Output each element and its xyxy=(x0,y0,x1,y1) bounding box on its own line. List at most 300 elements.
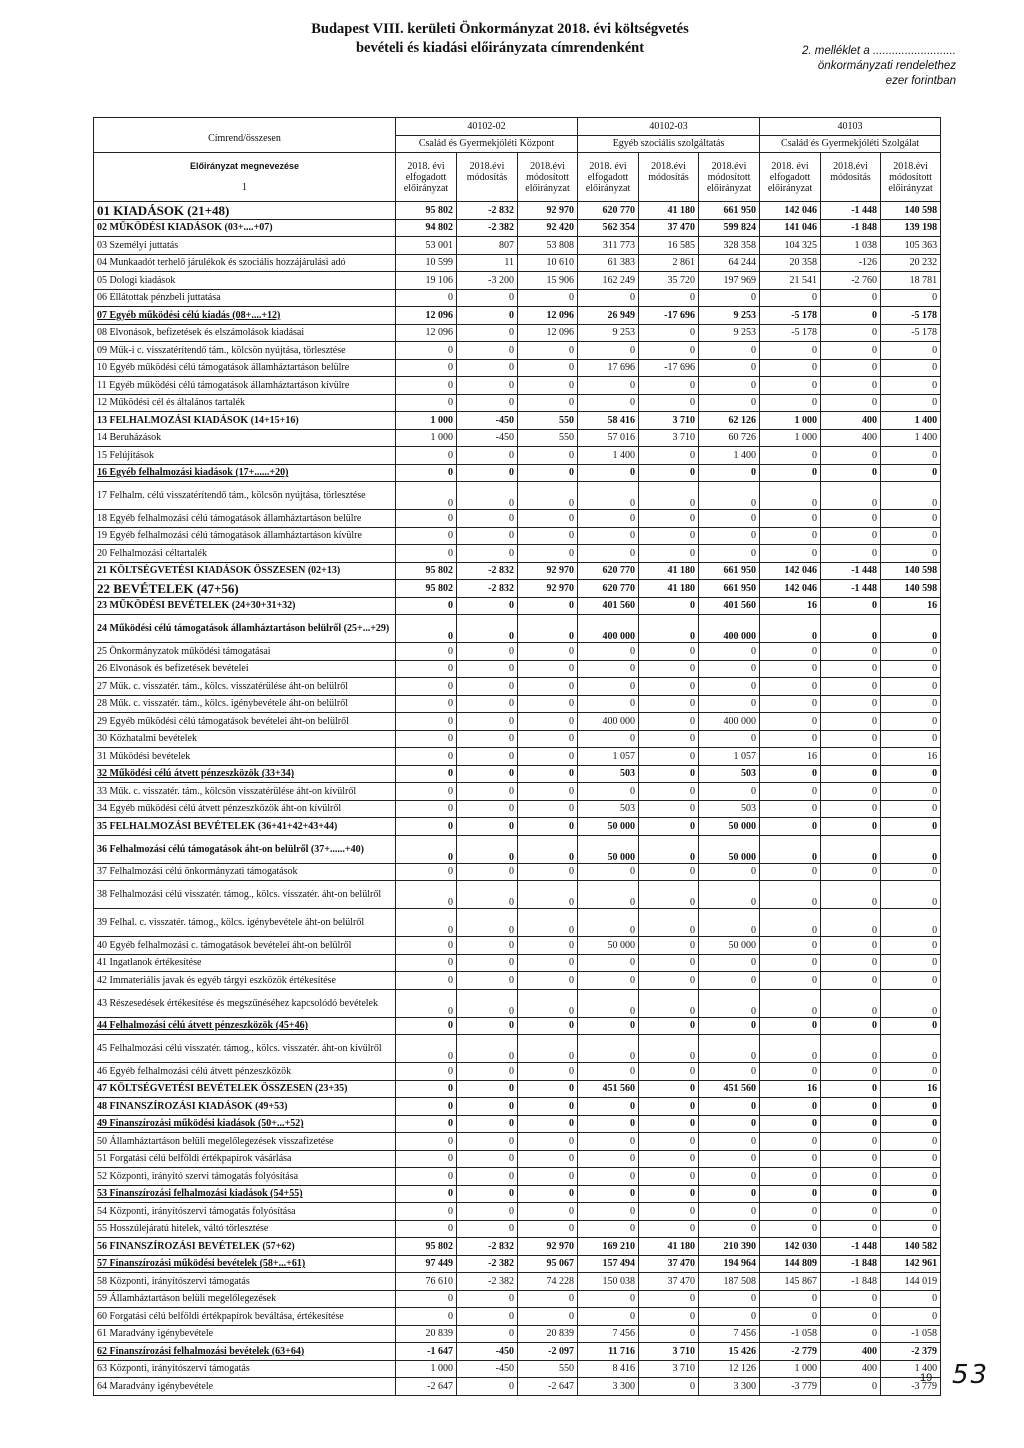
row-value: 142 030 xyxy=(760,1238,821,1256)
row-value: 0 xyxy=(396,863,457,881)
row-value: 0 xyxy=(639,1203,699,1221)
row-value: 0 xyxy=(639,1115,699,1133)
row-value: 0 xyxy=(396,482,457,510)
row-value: 105 363 xyxy=(881,237,941,255)
table-row xyxy=(94,1273,941,1291)
row-value: 0 xyxy=(457,713,518,731)
column-header-mid-text: módosított xyxy=(889,171,932,183)
row-value: 150 038 xyxy=(578,1273,639,1291)
row-value: 0 xyxy=(821,730,881,748)
row-label: 24 Működési célú támogatások államháztartáson belülről (25+...+29) xyxy=(94,615,396,643)
row-value: 0 xyxy=(760,1185,821,1203)
row-value: 0 xyxy=(578,660,639,678)
row-value: 0 xyxy=(821,954,881,972)
column-header-mid-text: elfogadott xyxy=(769,171,811,183)
row-value: 0 xyxy=(821,818,881,836)
row-value: 1 000 xyxy=(760,429,821,447)
row-label: 54 Központi, irányítószervi támogatás folyósítása xyxy=(94,1203,396,1221)
row-value: 0 xyxy=(881,289,941,307)
table-row xyxy=(94,695,941,713)
row-value: 26 949 xyxy=(578,307,639,325)
row-value: 0 xyxy=(760,1133,821,1151)
table-row xyxy=(94,835,941,863)
row-value: 0 xyxy=(396,954,457,972)
row-value: 0 xyxy=(396,1035,457,1063)
row-value: 0 xyxy=(639,800,699,818)
row-value: 1 038 xyxy=(821,237,881,255)
row-value: 0 xyxy=(821,342,881,360)
row-value: 0 xyxy=(578,1220,639,1238)
row-value: -1 848 xyxy=(821,1273,881,1291)
row-value: 0 xyxy=(457,377,518,395)
row-value: 0 xyxy=(639,1325,699,1343)
row-value: 0 xyxy=(457,989,518,1017)
row-value: 0 xyxy=(639,678,699,696)
row-value: 95 802 xyxy=(396,202,457,220)
row-label: 50 Államháztartáson belüli megelőlegezések visszafizetése xyxy=(94,1133,396,1151)
row-value: 0 xyxy=(821,989,881,1017)
row-value: 53 808 xyxy=(518,237,578,255)
row-value: 0 xyxy=(699,972,760,990)
row-value: 0 xyxy=(518,1308,578,1326)
row-value: 0 xyxy=(821,482,881,510)
row-value: 0 xyxy=(699,1098,760,1116)
column-header-mid-text: módosítás xyxy=(830,171,871,183)
row-label: 26 Elvonások és befizetések bevételei xyxy=(94,660,396,678)
row-value: -5 178 xyxy=(881,324,941,342)
column-header-top-text: 2018.évi xyxy=(833,160,868,172)
row-value: 41 180 xyxy=(639,580,699,598)
row-value: 0 xyxy=(881,1220,941,1238)
column-header-top-text: 2018.évi xyxy=(711,160,747,172)
row-value: 20 839 xyxy=(396,1325,457,1343)
row-value: 0 xyxy=(457,881,518,909)
row-value: 10 599 xyxy=(396,254,457,272)
row-value: 142 046 xyxy=(760,562,821,580)
row-value: 0 xyxy=(578,289,639,307)
row-value: 0 xyxy=(639,1035,699,1063)
row-value: 0 xyxy=(578,783,639,801)
row-value: 0 xyxy=(821,881,881,909)
column-header-bot-text: előirányzat xyxy=(403,182,449,194)
row-value: 144 809 xyxy=(760,1255,821,1273)
row-value: 0 xyxy=(881,937,941,955)
row-value: 503 xyxy=(699,765,760,783)
row-value: 0 xyxy=(881,881,941,909)
row-value: 0 xyxy=(457,1063,518,1081)
row-value: 0 xyxy=(396,818,457,836)
row-value: 0 xyxy=(821,909,881,937)
row-label: 01 KIADÁSOK (21+48) xyxy=(94,202,396,220)
row-label: 58 Központi, irányítószervi támogatás xyxy=(94,1273,396,1291)
row-value: 76 610 xyxy=(396,1273,457,1291)
row-value: 18 781 xyxy=(881,272,941,290)
row-value: 16 xyxy=(760,1080,821,1098)
row-value: 0 xyxy=(821,678,881,696)
row-value: 400 xyxy=(821,429,881,447)
row-value: 95 802 xyxy=(396,580,457,598)
row-value: 0 xyxy=(881,464,941,482)
row-value: 0 xyxy=(518,510,578,528)
row-value: 0 xyxy=(518,1185,578,1203)
row-label: 35 FELHALMOZÁSI BEVÉTELEK (36+41+42+43+44) xyxy=(94,818,396,836)
row-value: 0 xyxy=(518,482,578,510)
row-value: 0 xyxy=(457,1035,518,1063)
row-value: 0 xyxy=(578,510,639,528)
row-value: 0 xyxy=(881,1035,941,1063)
row-value: 15 906 xyxy=(518,272,578,290)
table-row xyxy=(94,580,941,598)
row-value: 0 xyxy=(639,1150,699,1168)
row-value: 0 xyxy=(578,1290,639,1308)
row-value: 0 xyxy=(396,1017,457,1035)
header-row-columns xyxy=(94,153,941,202)
row-value: 20 358 xyxy=(760,254,821,272)
table-row xyxy=(94,643,941,661)
row-value: 400 000 xyxy=(578,615,639,643)
row-value: 0 xyxy=(639,1063,699,1081)
row-value: 8 416 xyxy=(578,1360,639,1378)
table-row xyxy=(94,545,941,563)
row-value: 58 416 xyxy=(578,412,639,430)
row-label: 05 Dologi kiadások xyxy=(94,272,396,290)
row-value: 0 xyxy=(518,1290,578,1308)
column-header-3 xyxy=(518,153,578,202)
row-value: 0 xyxy=(578,730,639,748)
row-value: 50 000 xyxy=(699,937,760,955)
row-value: 0 xyxy=(639,989,699,1017)
row-value: 0 xyxy=(578,881,639,909)
table-row xyxy=(94,412,941,430)
row-value: 0 xyxy=(639,954,699,972)
budget-table xyxy=(93,117,941,1396)
header-name-3: Család és Gyermekjóléti Szolgálat xyxy=(760,135,941,153)
row-value: 1 000 xyxy=(396,1360,457,1378)
row-value: 194 964 xyxy=(699,1255,760,1273)
row-value: 92 970 xyxy=(518,202,578,220)
row-value: 0 xyxy=(396,1063,457,1081)
column-header-7 xyxy=(760,153,821,202)
row-value: 0 xyxy=(396,972,457,990)
row-value: 12 096 xyxy=(518,307,578,325)
row-value: 0 xyxy=(881,527,941,545)
row-value: 0 xyxy=(760,1220,821,1238)
row-value: 0 xyxy=(457,863,518,881)
row-label: 62 Finanszírozási felhalmozási bevételek (63+64) xyxy=(94,1343,396,1361)
row-value: -450 xyxy=(457,429,518,447)
row-value: -1 448 xyxy=(821,580,881,598)
row-value: 1 400 xyxy=(881,1360,941,1378)
row-value: 0 xyxy=(881,482,941,510)
row-value: 57 016 xyxy=(578,429,639,447)
row-value: 187 508 xyxy=(699,1273,760,1291)
row-value: 141 046 xyxy=(760,219,821,237)
column-header-bot-text xyxy=(460,183,514,194)
row-value: -3 779 xyxy=(881,1378,941,1396)
column-header-top-text: 2018. évi xyxy=(589,160,627,172)
row-value: 0 xyxy=(578,545,639,563)
row-value: 0 xyxy=(821,643,881,661)
table-row xyxy=(94,1308,941,1326)
row-label: 61 Maradvány igénybevétele xyxy=(94,1325,396,1343)
row-value: 0 xyxy=(518,289,578,307)
row-value: 0 xyxy=(457,527,518,545)
row-value: 41 180 xyxy=(639,1238,699,1256)
row-value: 0 xyxy=(881,1290,941,1308)
row-value: 0 xyxy=(578,678,639,696)
row-value: 0 xyxy=(518,1115,578,1133)
row-value: 0 xyxy=(518,881,578,909)
row-value: 0 xyxy=(699,377,760,395)
row-value: 0 xyxy=(639,1133,699,1151)
row-value: 0 xyxy=(760,678,821,696)
row-value: 1 400 xyxy=(699,447,760,465)
column-header-mid-text: módosított xyxy=(526,171,569,183)
row-label: 44 Felhalmozási célú átvett pénzeszközök (45+46) xyxy=(94,1017,396,1035)
row-value: 9 253 xyxy=(578,324,639,342)
row-value: 0 xyxy=(457,1378,518,1396)
row-value: 37 470 xyxy=(639,1273,699,1291)
row-value: 0 xyxy=(639,695,699,713)
row-value: 0 xyxy=(821,1080,881,1098)
row-value: 53 001 xyxy=(396,237,457,255)
row-value: 0 xyxy=(821,1203,881,1221)
table-row xyxy=(94,447,941,465)
row-value: 400 xyxy=(821,1360,881,1378)
row-value: 0 xyxy=(760,464,821,482)
row-value: 0 xyxy=(457,447,518,465)
row-value: 0 xyxy=(881,1168,941,1186)
row-value: 0 xyxy=(760,713,821,731)
row-value: 0 xyxy=(396,989,457,1017)
table-row xyxy=(94,748,941,766)
unit-label: ezer forintban xyxy=(885,75,956,87)
budget-table-body xyxy=(94,118,941,1396)
table-row xyxy=(94,377,941,395)
row-value: 0 xyxy=(821,307,881,325)
header-left-label: Címrend/összesen xyxy=(208,133,281,144)
row-value: 0 xyxy=(578,1168,639,1186)
row-value: 0 xyxy=(457,482,518,510)
row-value: 16 xyxy=(760,597,821,615)
row-value: 0 xyxy=(457,1220,518,1238)
row-value: 0 xyxy=(639,730,699,748)
row-value: 0 xyxy=(760,989,821,1017)
row-value: 0 xyxy=(760,909,821,937)
row-value: 503 xyxy=(699,800,760,818)
row-value: 0 xyxy=(396,765,457,783)
row-value: 0 xyxy=(821,835,881,863)
row-value: 7 456 xyxy=(699,1325,760,1343)
row-label: 19 Egyéb felhalmozási célú támogatások államháztartáson kívülre xyxy=(94,527,396,545)
row-value: -2 382 xyxy=(457,1255,518,1273)
row-value: -17 696 xyxy=(639,307,699,325)
row-value: 0 xyxy=(396,545,457,563)
row-value: 0 xyxy=(760,1168,821,1186)
row-label: 39 Felhal. c. visszatér. támog., kölcs. igénybevétele áht-on belülről xyxy=(94,909,396,937)
row-value: 17 696 xyxy=(578,359,639,377)
row-value: 0 xyxy=(457,1203,518,1221)
column-header-bot-text: előirányzat xyxy=(585,182,631,194)
row-value: 0 xyxy=(881,783,941,801)
row-value: 0 xyxy=(578,1185,639,1203)
row-value: -2 382 xyxy=(457,1273,518,1291)
row-value: -1 448 xyxy=(821,1238,881,1256)
row-value: 0 xyxy=(396,748,457,766)
table-row xyxy=(94,527,941,545)
table-row xyxy=(94,818,941,836)
row-label: 13 FELHALMOZÁSI KIADÁSOK (14+15+16) xyxy=(94,412,396,430)
row-value: 0 xyxy=(578,464,639,482)
row-value: -5 178 xyxy=(760,324,821,342)
row-value: 0 xyxy=(639,881,699,909)
table-row xyxy=(94,937,941,955)
row-value: 0 xyxy=(518,1017,578,1035)
row-value: 0 xyxy=(639,1185,699,1203)
row-value: 400 000 xyxy=(699,713,760,731)
row-label: 15 Felújítások xyxy=(94,447,396,465)
row-value: 0 xyxy=(518,695,578,713)
row-value: 0 xyxy=(518,730,578,748)
row-value: 550 xyxy=(518,1360,578,1378)
row-value: 0 xyxy=(881,510,941,528)
row-value: 0 xyxy=(881,1150,941,1168)
row-value: -5 178 xyxy=(760,307,821,325)
row-value: 0 xyxy=(457,765,518,783)
row-value: 0 xyxy=(760,1063,821,1081)
row-value: 21 541 xyxy=(760,272,821,290)
row-value: 0 xyxy=(699,394,760,412)
table-row xyxy=(94,881,941,909)
row-value: 0 xyxy=(821,748,881,766)
row-value: 661 950 xyxy=(699,202,760,220)
row-value: 0 xyxy=(457,1150,518,1168)
row-value: 7 456 xyxy=(578,1325,639,1343)
row-value: 3 710 xyxy=(639,429,699,447)
row-label: 32 Működési célú átvett pénzeszközök (33+34) xyxy=(94,765,396,783)
row-value: -2 647 xyxy=(518,1378,578,1396)
row-value: 0 xyxy=(639,482,699,510)
row-value: 0 xyxy=(821,1098,881,1116)
row-value: 0 xyxy=(396,1098,457,1116)
row-value: 3 710 xyxy=(639,412,699,430)
row-value: 0 xyxy=(457,678,518,696)
row-value: 0 xyxy=(699,359,760,377)
row-value: 0 xyxy=(578,1133,639,1151)
row-value: 0 xyxy=(639,972,699,990)
table-row xyxy=(94,989,941,1017)
row-value: 0 xyxy=(518,748,578,766)
row-value: 0 xyxy=(396,615,457,643)
row-value: 0 xyxy=(699,954,760,972)
row-value: 0 xyxy=(578,643,639,661)
row-value: 0 xyxy=(639,1290,699,1308)
row-value: 0 xyxy=(518,954,578,972)
row-value: 0 xyxy=(518,937,578,955)
row-value: 0 xyxy=(396,394,457,412)
row-value: 0 xyxy=(518,447,578,465)
row-value: 0 xyxy=(881,1098,941,1116)
table-row xyxy=(94,1343,941,1361)
row-value: 61 383 xyxy=(578,254,639,272)
row-value: 0 xyxy=(396,695,457,713)
table-row xyxy=(94,954,941,972)
row-value: 0 xyxy=(699,1290,760,1308)
row-value: 0 xyxy=(457,615,518,643)
row-value: 451 560 xyxy=(699,1080,760,1098)
row-value: 0 xyxy=(457,937,518,955)
row-label: 38 Felhalmozási célú visszatér. támog., kölcs. visszatér. áht-on belülről xyxy=(94,881,396,909)
row-value: 0 xyxy=(821,1220,881,1238)
row-value: 0 xyxy=(760,660,821,678)
column-header-5 xyxy=(639,153,699,202)
row-value: 0 xyxy=(821,1035,881,1063)
row-value: 0 xyxy=(518,1203,578,1221)
table-row xyxy=(94,254,941,272)
row-value: -1 848 xyxy=(821,1255,881,1273)
row-value: 0 xyxy=(396,1150,457,1168)
row-label: 42 Immateriális javak és egyéb tárgyi eszközök értékesítése xyxy=(94,972,396,990)
handwritten-page-mark: 53 xyxy=(952,1360,990,1390)
row-value: 0 xyxy=(639,324,699,342)
row-value: 0 xyxy=(699,909,760,937)
row-value: 0 xyxy=(518,678,578,696)
row-value: 0 xyxy=(760,394,821,412)
row-value: 0 xyxy=(881,863,941,881)
row-label: 51 Forgatási célú belföldi értékpapírok vásárlása xyxy=(94,1150,396,1168)
row-value: 0 xyxy=(760,937,821,955)
row-value: 0 xyxy=(578,1150,639,1168)
row-value: 0 xyxy=(396,527,457,545)
column-header-top-text: 2018.évi xyxy=(893,160,928,172)
table-row xyxy=(94,342,941,360)
row-value: 9 253 xyxy=(699,307,760,325)
row-value: 0 xyxy=(457,1017,518,1035)
row-label: 11 Egyéb működési célú támogatások államháztartáson kívülre xyxy=(94,377,396,395)
table-row xyxy=(94,237,941,255)
row-value: 50 000 xyxy=(578,937,639,955)
row-value: 0 xyxy=(578,954,639,972)
row-value: 0 xyxy=(639,545,699,563)
row-value: 162 249 xyxy=(578,272,639,290)
row-value: 0 xyxy=(396,783,457,801)
row-value: 599 824 xyxy=(699,219,760,237)
row-value: 0 xyxy=(639,377,699,395)
row-value: 0 xyxy=(457,1290,518,1308)
row-value: 0 xyxy=(881,972,941,990)
row-value: 0 xyxy=(457,730,518,748)
row-value: 92 970 xyxy=(518,562,578,580)
table-row xyxy=(94,394,941,412)
row-label: 43 Részesedések értékesítése és megszűnéséhez kapcsolódó bevételek xyxy=(94,989,396,1017)
row-value: 0 xyxy=(639,909,699,937)
table-row xyxy=(94,482,941,510)
row-value: 0 xyxy=(821,937,881,955)
row-value: -2 832 xyxy=(457,1238,518,1256)
row-value: -1 647 xyxy=(396,1343,457,1361)
row-value: 0 xyxy=(578,972,639,990)
row-label: 46 Egyéb felhalmozási célú átvett pénzeszközök xyxy=(94,1063,396,1081)
row-value: 0 xyxy=(518,835,578,863)
row-value: 0 xyxy=(518,1080,578,1098)
row-value: 95 067 xyxy=(518,1255,578,1273)
row-value: 1 400 xyxy=(881,412,941,430)
column-header-1 xyxy=(396,153,457,202)
header-blank xyxy=(94,118,396,153)
row-value: 0 xyxy=(457,972,518,990)
row-value: 0 xyxy=(881,989,941,1017)
row-value: 0 xyxy=(760,1098,821,1116)
